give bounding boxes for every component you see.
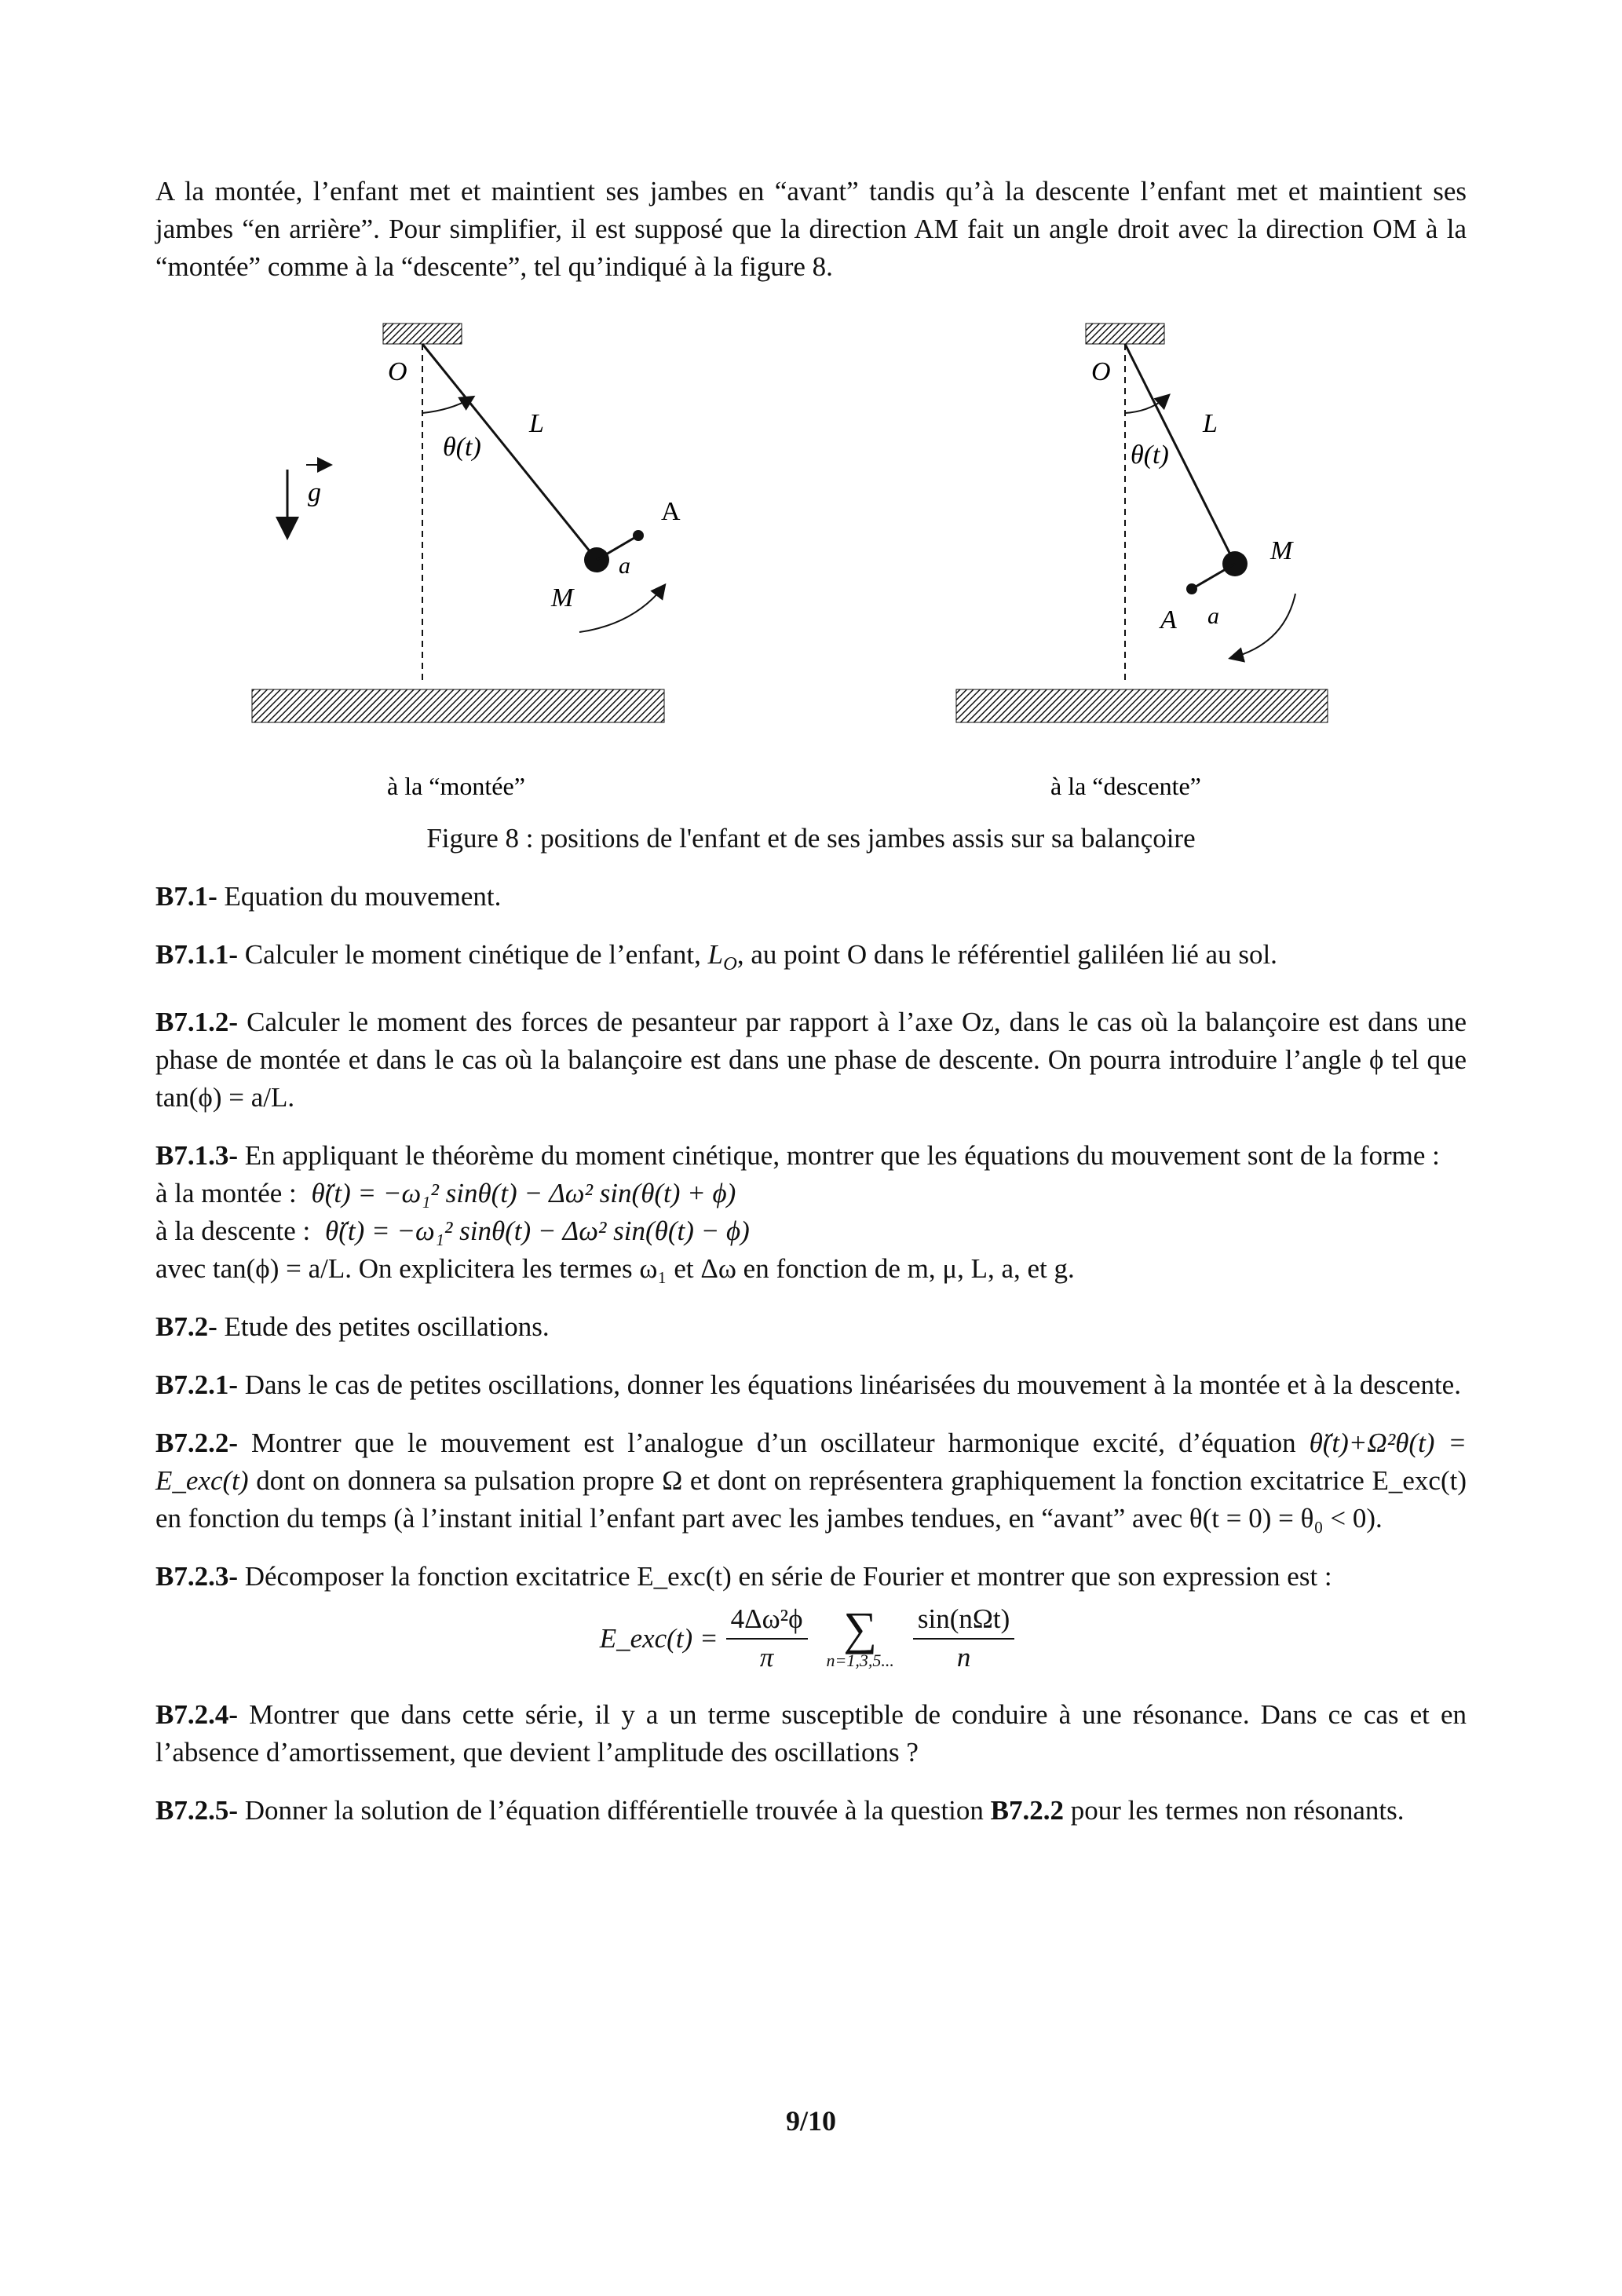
q-text: Etude des petites oscillations. [224, 1311, 550, 1342]
equation-montee: à la montée : θ̈(t) = −ω₁² sinθ(t) − Δω² sin(θ(t) + ϕ) [155, 1178, 736, 1208]
q-text: En appliquant le théorème du moment cinétique, montrer que les équations du mouvement sont de la forme : [244, 1140, 1440, 1171]
point-A-right [1186, 583, 1197, 594]
q-number: B7.2.3- [155, 1561, 238, 1592]
question-B7-1-3 [155, 1137, 1467, 1175]
sum-symbol: ∑ n=1,3,5... [826, 1603, 894, 1670]
motion-arrow-left [579, 586, 664, 632]
q-number: B7.1.2- [155, 1007, 238, 1037]
angle-arc-left [422, 397, 473, 413]
ground-right [956, 689, 1328, 722]
formula-fraction-2: $\frac{\text{sin(nΩt)}}{n}$ [913, 1602, 1014, 1676]
question-B7-2-3 [155, 1558, 1467, 1596]
angle-arc-right [1125, 396, 1168, 413]
figure-caption: Figure 8 : positions de l'enfant et de ses jambes assis sur sa balançoire [426, 823, 1196, 854]
ceiling-right [1086, 324, 1164, 344]
q-text: Décomposer la fonction excitatrice E_exc(t) en série de Fourier et montrer que son expression est : [244, 1561, 1332, 1592]
point-A-left [633, 530, 644, 541]
intro-paragraph: A la montée, l’enfant met et maintient ses jambes en “avant” tandis qu’à la descente l’enfant met et maintient ses jambes “en arrière”. Pour simplifier, il est supposé que la direction AM fait un angle droit avec la direction OM à la “montée” comme à la “descente”, tel qu’indiqué à la figure 8. [155, 176, 1467, 282]
label-theta-right: θ(t) [1131, 441, 1169, 470]
question-B7-1-2 [155, 1004, 1467, 1117]
q-text: Donner la solution de l’équation différentielle trouvée à la question [244, 1795, 984, 1826]
legs-right [1192, 564, 1235, 589]
oscillator-equation: θ̈(t)+Ω²θ(t) = E_exc(t) [155, 1428, 1467, 1496]
equation-descente: à la descente : θ̈(t) = −ω₁² sinθ(t) − Δω² sin(θ(t) − ϕ) [155, 1216, 750, 1246]
formula-lhs: E_exc(t) = [599, 1623, 718, 1654]
q-text: Equation du mouvement. [224, 881, 502, 912]
angular-momentum-symbol: $L_O$ [707, 939, 737, 974]
fourier-formula [155, 1602, 1467, 1676]
pendulum-descente [956, 324, 1328, 722]
figure-8-drawing [155, 314, 1467, 817]
q-number: B7.2.4- [155, 1699, 238, 1730]
section-B7-2 [155, 1308, 1467, 1346]
legs-left [597, 536, 638, 560]
q-number: B7.1.3- [155, 1140, 238, 1171]
ceiling-left [383, 324, 462, 344]
label-a-right: a [1207, 603, 1219, 629]
label-M-right: M [1270, 536, 1293, 565]
page-number: 9/10 [785, 2105, 836, 2137]
label-theta-left: θ(t) [443, 433, 481, 462]
q-text-continued: pour les termes non résonants. [1070, 1795, 1405, 1826]
q-text-continued: dont on donnera sa pulsation propre Ω et dont on représentera graphiquement la fonction excitatrice E_exc(t) en fonction du temps (à l’instant initial l’enfant part avec les jambes tendues, en “avant” avec θ(t = 0) = θ₀ < 0). [155, 1465, 1467, 1534]
q-number: B7.1- [155, 881, 217, 912]
label-L-right: L [1203, 409, 1218, 438]
figure-8 [155, 314, 1467, 817]
q-number: B7.2- [155, 1311, 217, 1342]
q-number: B7.2.2- [155, 1428, 238, 1458]
question-B7-1-3-after: avec tan(ϕ) = a/L. On explicitera les termes ω₁ et Δω en fonction de m, μ, L, a, et g. [155, 1253, 1075, 1284]
label-M-left: M [551, 583, 574, 612]
question-B7-2-2 [155, 1424, 1467, 1537]
label-L-left: L [529, 409, 544, 438]
pendulum-montee [252, 324, 681, 722]
label-A-left: A [661, 497, 681, 526]
question-reference: B7.2.2 [990, 1795, 1064, 1826]
q-text: Dans le cas de petites oscillations, donner les équations linéarisées du mouvement à la montée et à la descente. [244, 1369, 1461, 1400]
q-text-continued: , au point O dans le référentiel galiléen lié au sol. [736, 939, 1277, 970]
question-B7-2-4 [155, 1696, 1467, 1771]
label-montee: à la “montée” [387, 772, 525, 800]
ground-left [252, 689, 664, 722]
question-B7-2-1 [155, 1366, 1467, 1404]
label-O-left: O [388, 357, 407, 386]
q-text: Montrer que dans cette série, il y a un terme susceptible de conduire à une résonance. Dans ce cas et en l’absence d’amortissement, que devient l’amplitude des oscillations ? [155, 1699, 1467, 1768]
label-g: g [308, 478, 321, 507]
section-B7-1 [155, 878, 1467, 916]
label-a-left: a [619, 553, 630, 579]
question-B7-1-1 [155, 936, 1467, 983]
label-A-right: A [1160, 605, 1177, 634]
q-text: Calculer le moment cinétique de l’enfant, [244, 939, 701, 970]
q-text: Montrer que le mouvement est l’analogue d’un oscillateur harmonique excité, d’équation [250, 1428, 1296, 1458]
q-text: Calculer le moment des forces de pesanteur par rapport à l’axe Oz, dans le cas où la balançoire est dans une phase de montée et dans le cas où la balançoire est dans une phase de descente. On pourra introduire l’angle ϕ tel que tan(ϕ) = a/L. [155, 1007, 1467, 1113]
label-descente: à la “descente” [1050, 772, 1201, 800]
page-body [155, 173, 1467, 1830]
q-number: B7.2.5- [155, 1795, 238, 1826]
formula-fraction-1: $\frac{\text{4Δω²ϕ}}{\pi}$ [726, 1602, 808, 1676]
q-number: B7.2.1- [155, 1369, 238, 1400]
question-B7-2-5 [155, 1792, 1467, 1830]
label-O-right: O [1091, 357, 1111, 386]
motion-arrow-right [1231, 594, 1295, 658]
q-number: B7.1.1- [155, 939, 238, 970]
